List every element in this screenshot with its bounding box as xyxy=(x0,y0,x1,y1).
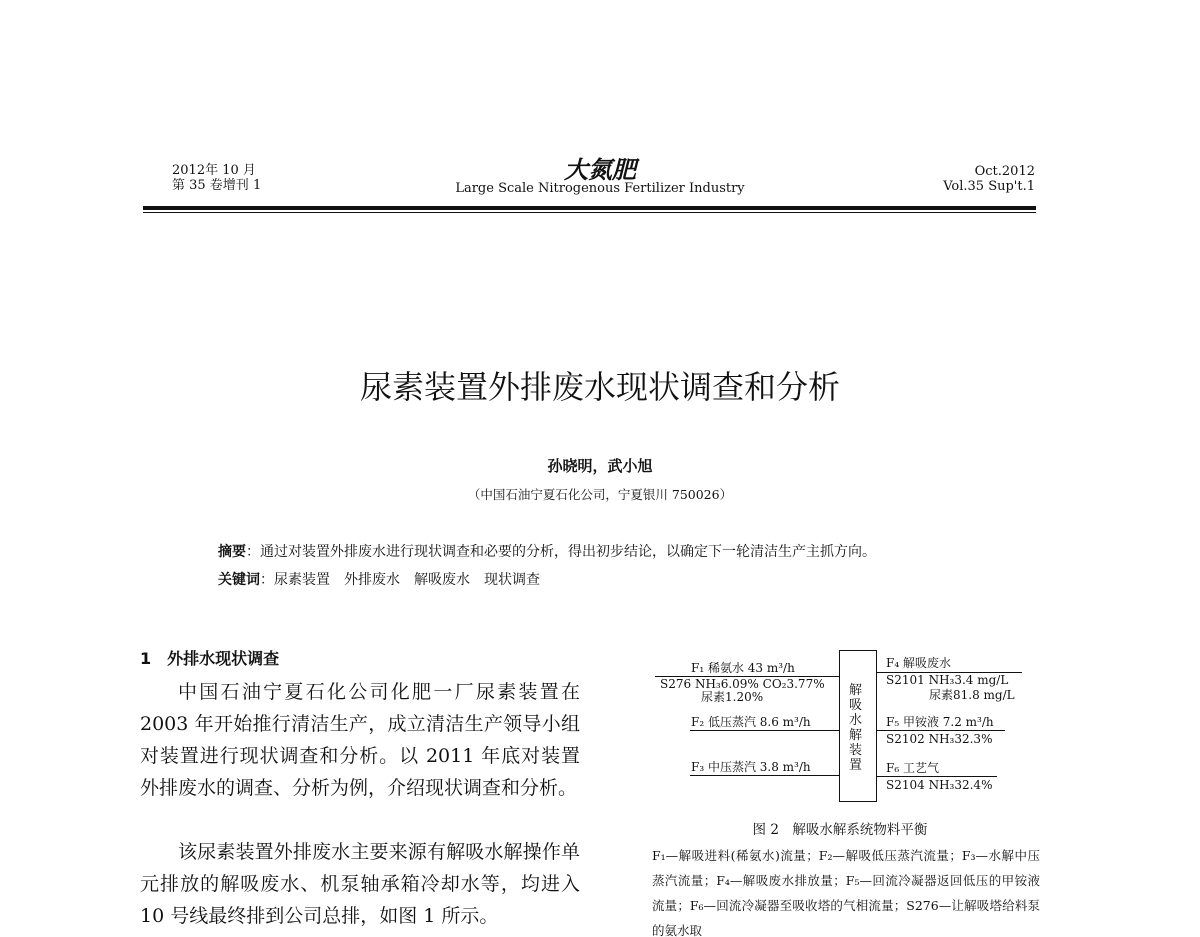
f1-sub: S276 NH₃6.09% CO₂3.77% xyxy=(660,677,825,691)
f5-label: F₅ 甲铵液 7.2 m³/h xyxy=(886,715,994,729)
f6-label: F₆ 工艺气 xyxy=(886,761,939,775)
arrow-f2 xyxy=(690,730,839,731)
f2-label: F₂ 低压蒸汽 8.6 m³/h xyxy=(691,715,811,729)
paragraph-2: 该尿素装置外排废水主要来源有解吸水解操作单元排放的解吸废水、机泵轴承箱冷却水等，均进入 10 号线最终排到公司总排，如图 1 所示。 xyxy=(140,841,580,927)
f1-label: F₁ 稀氨水 43 m³/h xyxy=(691,661,795,675)
abstract-text: ：通过对装置外排废水进行现状调查和必要的分析，得出初步结论，以确定下一轮清洁生产主抓方向。 xyxy=(246,544,876,560)
paragraph-1: 中国石油宁夏石化公司化肥一厂尿素装置在2003 年开始推行清洁生产，成立清洁生产领导小组对装置进行现状调查和分析。以 2011 年底对装置外排废水的调查、分析为例，介绍现状调查和分析。 xyxy=(140,681,580,799)
header-volume-cn: 第 35 卷增刊 1 xyxy=(172,178,262,193)
f4-sub2: 尿素81.8 mg/L xyxy=(929,688,1015,702)
figure-caption: 图 2 解吸水解系统物料平衡 xyxy=(752,822,928,838)
arrow-f6 xyxy=(877,776,997,777)
header-date-cn: 2012年 10 月 xyxy=(172,163,256,178)
abstract-label: 摘要 xyxy=(218,544,246,560)
keywords-label: 关键词 xyxy=(218,572,260,588)
header-rule-thin xyxy=(143,212,1036,213)
journal-logo: 大氮肥 xyxy=(564,155,636,184)
f6-sub: S2104 NH₃32.4% xyxy=(886,778,993,792)
arrow-f5 xyxy=(877,730,1005,731)
article-title: 尿素装置外排废水现状调查和分析 xyxy=(359,368,840,406)
authors: 孙晓明，武小旭 xyxy=(547,457,653,475)
keywords xyxy=(218,569,540,589)
header-rule-thick xyxy=(143,206,1036,210)
section-heading: 1 外排水现状调查 xyxy=(140,649,280,668)
abstract xyxy=(218,541,876,561)
process-box-label: 解吸水解装置 xyxy=(849,683,863,773)
f1-sub2: 尿素1.20% xyxy=(701,690,764,704)
header-date-en: Oct.2012 xyxy=(974,164,1035,179)
f3-label: F₃ 中压蒸汽 3.8 m³/h xyxy=(691,760,811,774)
affiliation: （中国石油宁夏石化公司，宁夏银川 750026） xyxy=(467,487,733,502)
header-volume-en: Vol.35 Sup't.1 xyxy=(943,179,1035,194)
arrow-f3 xyxy=(690,775,839,776)
f5-sub: S2102 NH₃32.3% xyxy=(886,732,993,746)
f4-sub: S2101 NH₃3.4 mg/L xyxy=(886,673,1009,687)
keywords-text: ：尿素装置 外排废水 解吸废水 现状调查 xyxy=(260,572,540,588)
figure-notes: F₁—解吸进料(稀氨水)流量；F₂—解吸低压蒸汽流量；F₃—水解中压蒸汽流量；F₄—解吸废水排放量；F₅—回流冷凝器返回低压的甲铵液流量；F₆—回流冷凝器至吸收塔的气相流量；S276—让解吸塔给料泵的氨水取 xyxy=(652,848,1040,937)
journal-name-en: Large Scale Nitrogenous Fertilizer Industry xyxy=(455,181,745,196)
f4-label: F₄ 解吸废水 xyxy=(886,656,951,670)
